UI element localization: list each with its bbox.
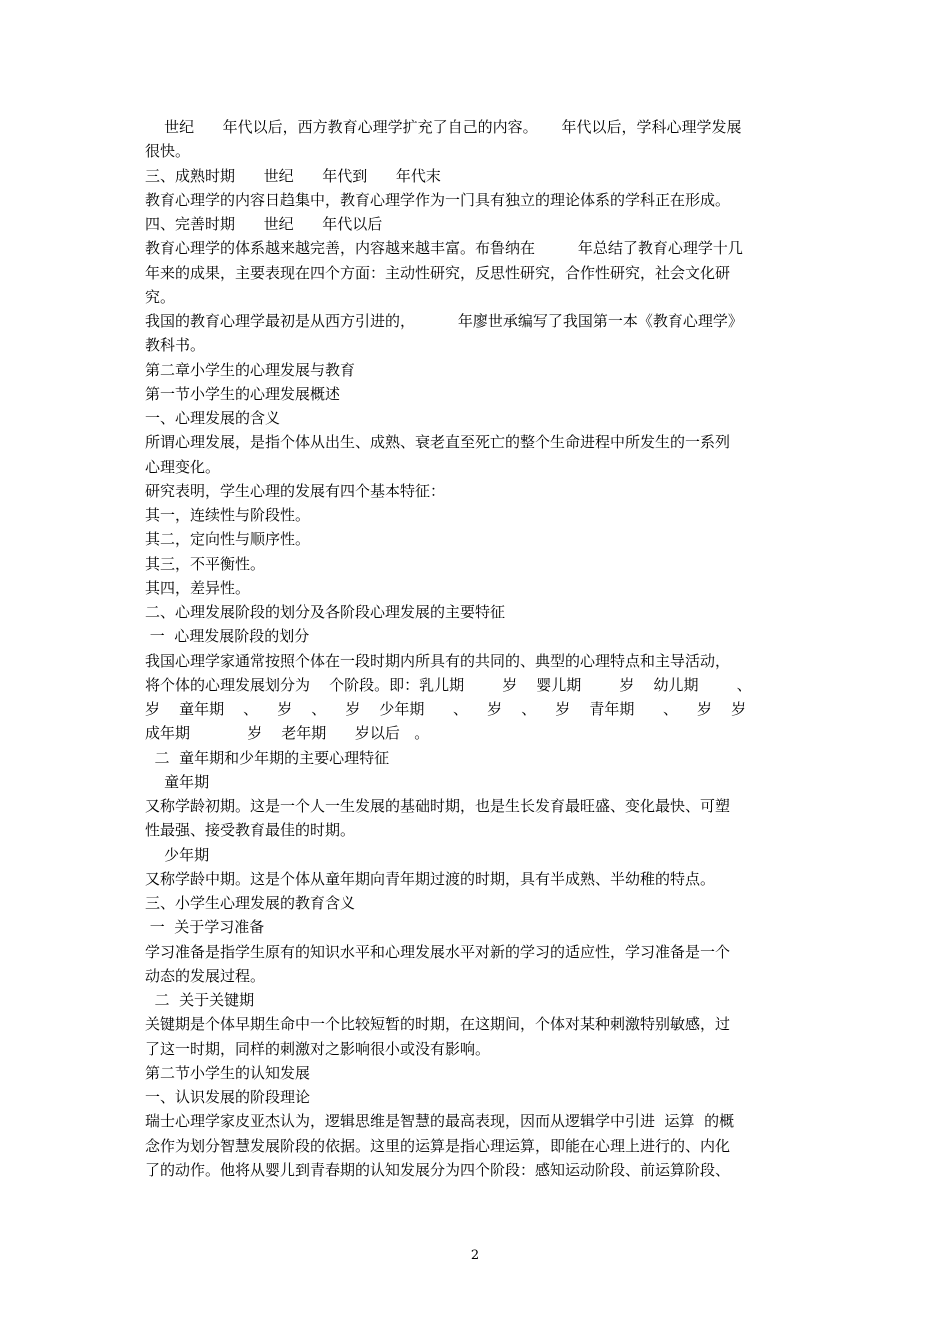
section-heading: 四、完善时期 世纪 年代以后 (145, 215, 383, 233)
text-line: 又称学龄初期。这是一个人一生发展的基础时期，也是生长发育最旺盛、变化最快、可塑 (145, 797, 731, 815)
text-line: 我国的教育心理学最初是从西方引进的， 年廖世承编写了我国第一本《教育心理学》 (145, 312, 743, 330)
text-line: 教育心理学的体系越来越完善，内容越来越丰富。布鲁纳在 年总结了教育心理学十几 (145, 239, 743, 258)
document-body (145, 115, 810, 1182)
text-line: 岁 童年期 、 岁 、 岁 少年期 、 岁 、 岁 青年期 、 岁 岁 (145, 700, 747, 718)
list-item: 其三，不平衡性。 (145, 554, 266, 573)
text-line: 研究表明，学生心理的发展有四个基本特征： (145, 481, 446, 500)
text-line: 念作为划分智慧发展阶段的依据。这里的运算是指心理运算，即能在心理上进行的、内化 (145, 1136, 731, 1155)
text-line: 了这一时期，同样的刺激对之影响很小或没有影响。 (145, 1039, 491, 1058)
page-number: 2 (470, 1248, 480, 1263)
section-heading: 三、成熟时期 世纪 年代到 年代末 (145, 166, 441, 185)
section-heading: 第一节小学生的心理发展概述 (145, 384, 341, 403)
text-line: 世纪 年代以后，西方教育心理学扩充了自己的内容。 年代以后，学科心理学发展 (145, 118, 742, 136)
text-line: 心理变化。 (145, 457, 221, 476)
text-line: 将个体的心理发展划分为 个阶段。即：乳儿期 岁 婴儿期 岁 幼儿期 、 (145, 675, 752, 694)
text-line: 了的动作。他将从婴儿到青春期的认知发展分为四个阶段：感知运动阶段、前运算阶段、 (145, 1160, 731, 1179)
text-line: 我国心理学家通常按照个体在一段时期内所具有的共同的、典型的心理特点和主导活动， (145, 651, 731, 670)
section-heading: 第二节小学生的认知发展 (145, 1063, 311, 1082)
chapter-heading: 第二章小学生的心理发展与教育 (145, 360, 356, 379)
subsection-heading: 二 童年期和少年期的主要心理特征 (145, 748, 390, 767)
text-line: 瑞士心理学家皮亚杰认为，逻辑思维是智慧的最高表现，因而从逻辑学中引进 运算 的概 (145, 1112, 735, 1131)
subsection-heading: 二、心理发展阶段的划分及各阶段心理发展的主要特征 (145, 603, 506, 621)
text-line: 又称学龄中期。这是个体从童年期向青年期过渡的时期，具有半成熟、半幼稚的特点。 (145, 869, 716, 888)
subsection-heading: 少年期 (145, 845, 210, 864)
subsection-heading: 二 关于关键期 (145, 991, 255, 1009)
text-line: 性最强、接受教育最佳的时期。 (145, 821, 356, 840)
text-line: 成年期 岁 老年期 岁以后 。 (145, 724, 430, 743)
text-line: 很快。 (145, 142, 191, 161)
subsection-heading: 一、心理发展的含义 (145, 409, 281, 427)
list-item: 其二，定向性与顺序性。 (145, 530, 311, 549)
text-line: 学习准备是指学生原有的知识水平和心理发展水平对新的学习的适应性，学习准备是一个 (145, 942, 731, 961)
text-line: 究。 (145, 287, 176, 306)
subsection-heading: 一 关于学习准备 (145, 918, 265, 937)
subsection-heading: 一、认识发展的阶段理论 (145, 1088, 311, 1106)
text-line: 年来的成果，主要表现在四个方面：主动性研究，反思性研究，合作性研究，社会文化研 (145, 263, 731, 282)
subsection-heading: 童年期 (145, 772, 210, 791)
text-line: 动态的发展过程。 (145, 966, 266, 985)
list-item: 其一，连续性与阶段性。 (145, 506, 311, 524)
text-line: 教育心理学的内容日趋集中，教育心理学作为一门具有独立的理论体系的学科正在形成。 (145, 190, 731, 209)
subsection-heading: 三、小学生心理发展的教育含义 (145, 894, 356, 912)
text-line: 关键期是个体早期生命中一个比较短暂的时期，在这期间，个体对某种刺激特别敏感，过 (145, 1015, 731, 1034)
text-line: 教科书。 (145, 336, 206, 355)
subsection-heading: 一 心理发展阶段的划分 (145, 627, 310, 646)
list-item: 其四，差异性。 (145, 578, 251, 597)
text-line: 所谓心理发展，是指个体从出生、成熟、衰老直至死亡的整个生命进程中所发生的一系列 (145, 433, 731, 452)
